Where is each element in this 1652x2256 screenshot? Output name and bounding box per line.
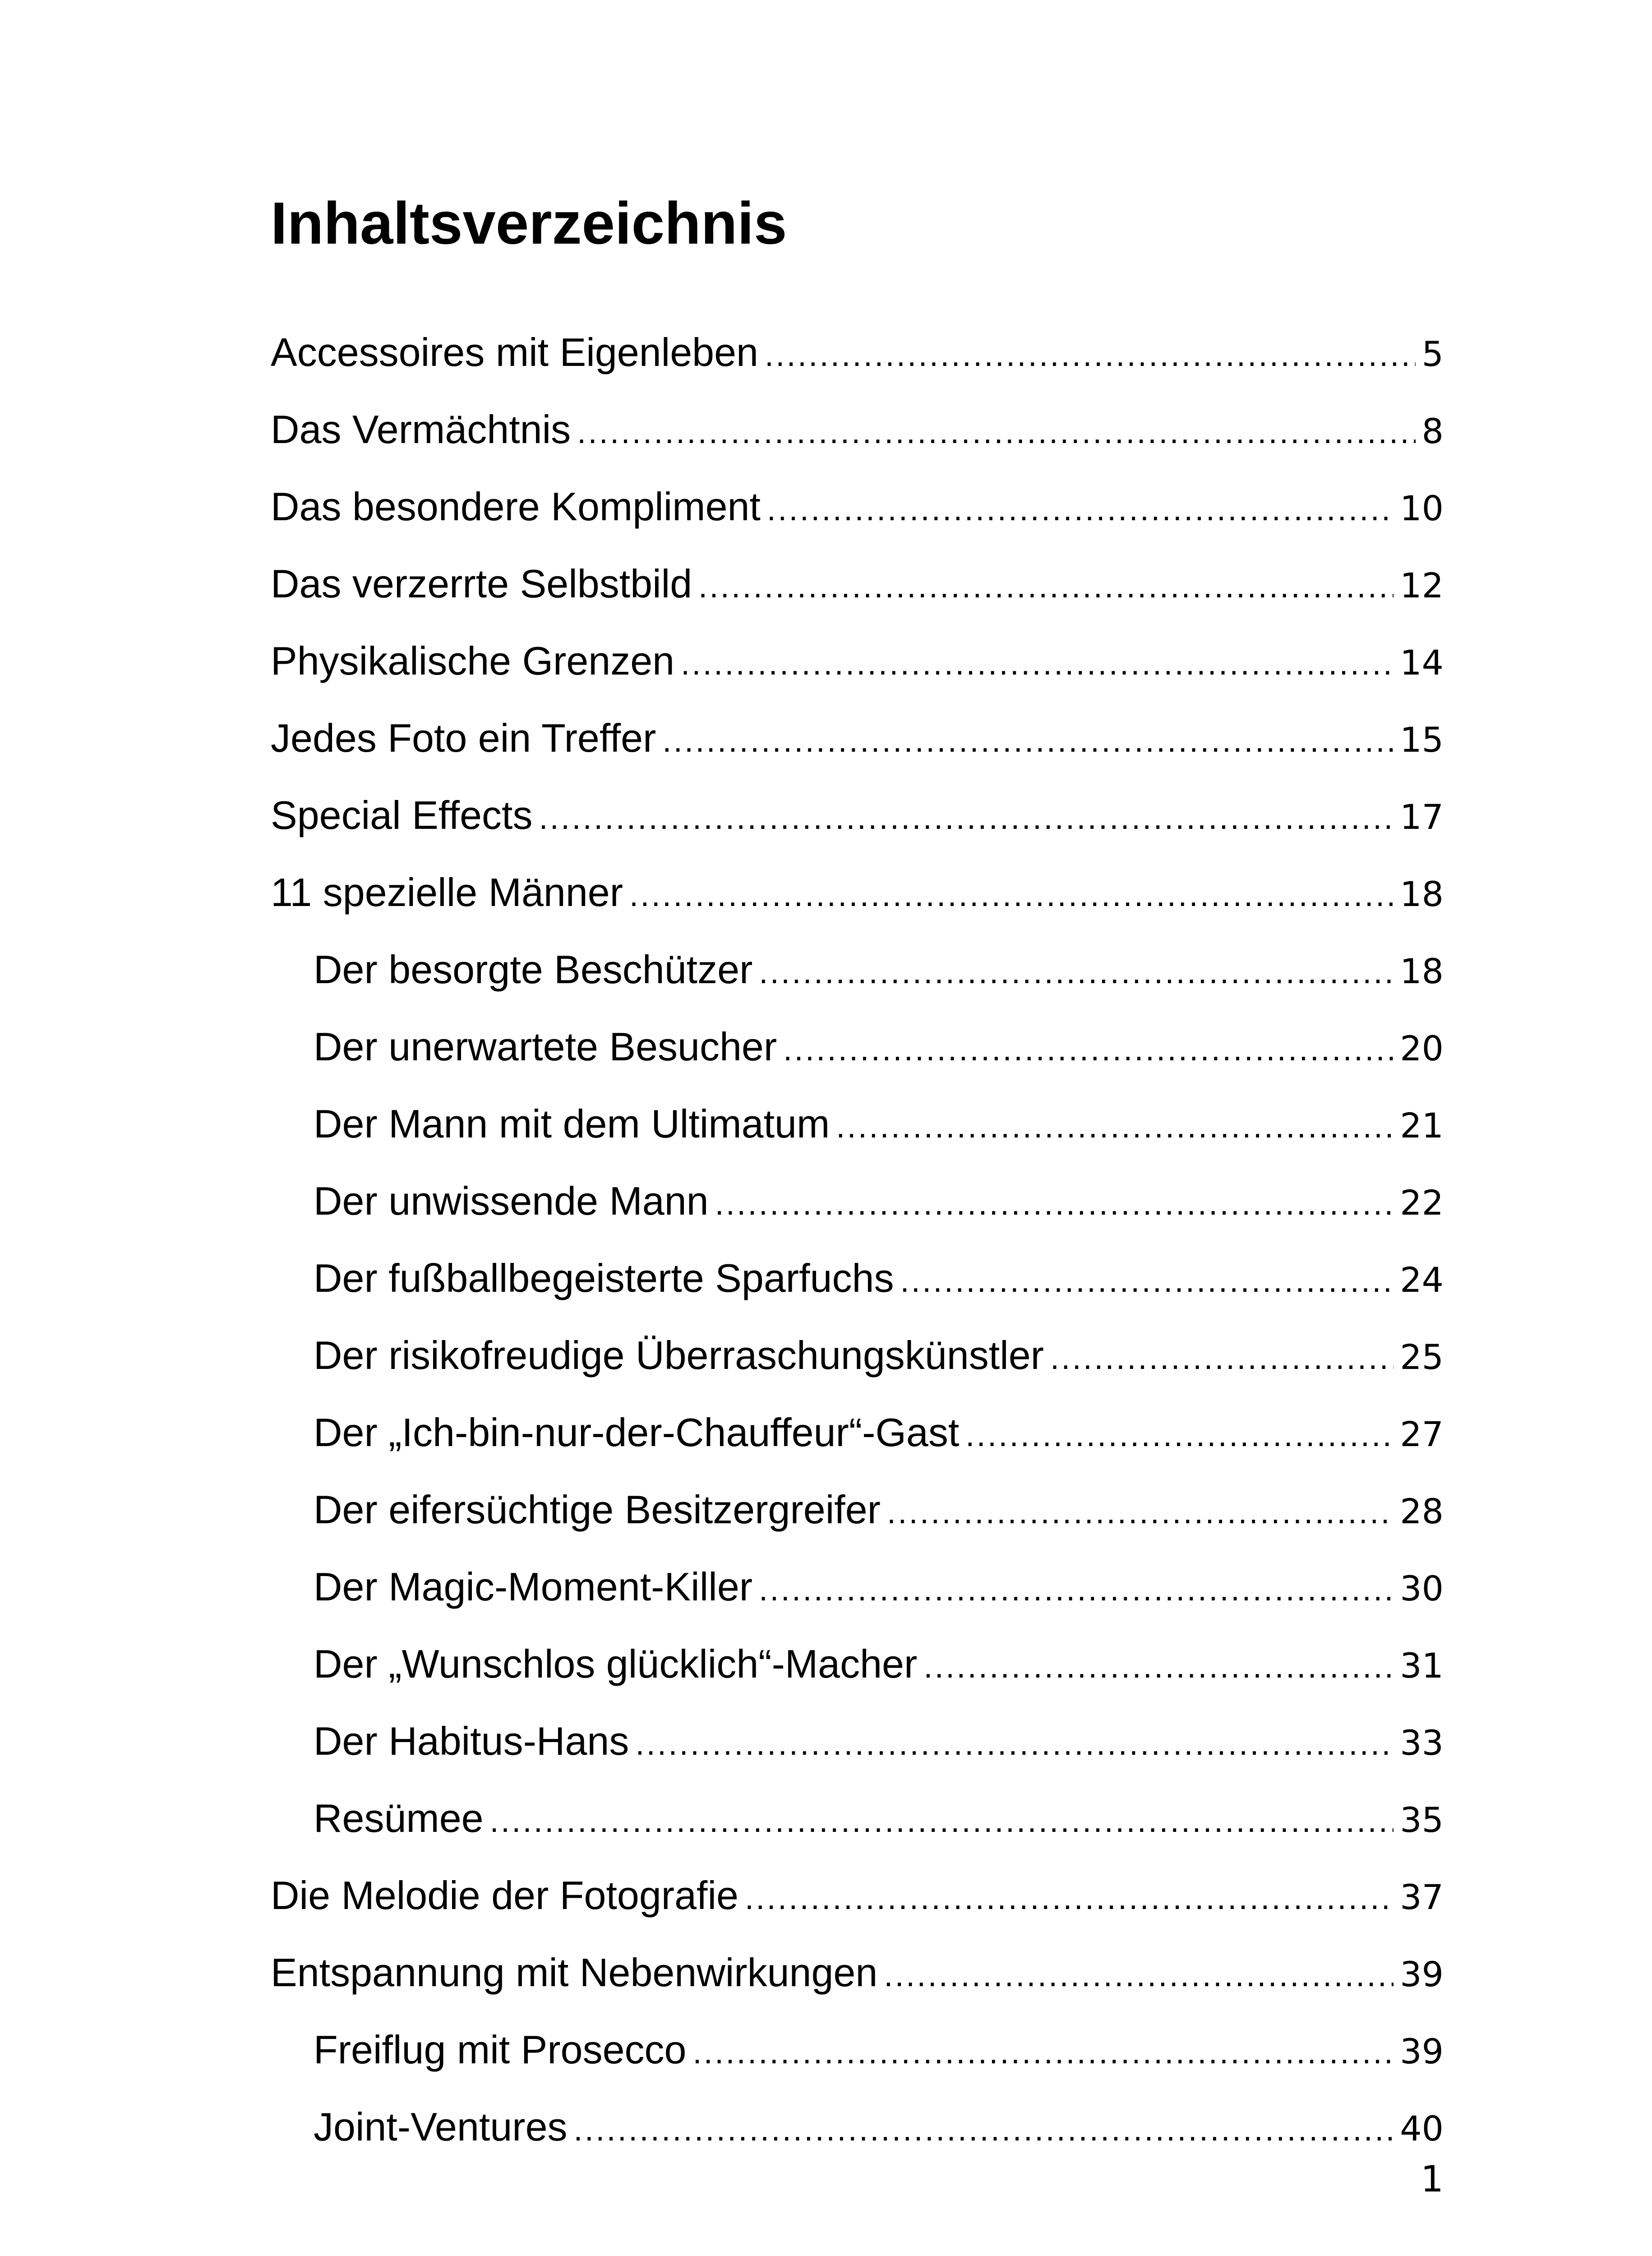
toc-entry-page: 20 bbox=[1400, 1028, 1444, 1068]
toc-entry-title: Das verzerrte Selbstbild bbox=[271, 561, 692, 606]
dot-leader bbox=[759, 1551, 1394, 1628]
toc-entry-title: Jedes Foto ein Treffer bbox=[271, 716, 656, 760]
toc-entry-page: 25 bbox=[1400, 1337, 1444, 1377]
toc-entry-page: 12 bbox=[1400, 565, 1444, 606]
toc-entry-page: 15 bbox=[1400, 720, 1444, 760]
toc-entry-title: Das besondere Kompliment bbox=[271, 484, 761, 529]
toc-subentry[interactable] bbox=[271, 2011, 1444, 2088]
dot-leader bbox=[900, 1243, 1394, 1320]
toc-entry-page: 33 bbox=[1400, 1723, 1444, 1763]
toc-entry[interactable] bbox=[271, 854, 1444, 931]
dot-leader bbox=[629, 857, 1394, 934]
toc-entry-title: Entspannung mit Nebenwirkungen bbox=[271, 1950, 878, 1995]
dot-leader bbox=[539, 780, 1394, 857]
toc-entry-page: 21 bbox=[1400, 1105, 1444, 1146]
toc-entry-title: Der Habitus-Hans bbox=[314, 1719, 629, 1763]
dot-leader bbox=[765, 317, 1416, 394]
toc-entry-page: 39 bbox=[1400, 1954, 1444, 1994]
dot-leader bbox=[681, 625, 1394, 703]
toc-entry-title: Der eifersüchtige Besitzergreifer bbox=[314, 1487, 881, 1532]
toc-entry[interactable] bbox=[271, 622, 1444, 699]
toc-subentry[interactable] bbox=[271, 1471, 1444, 1548]
toc-subentry[interactable] bbox=[271, 1394, 1444, 1471]
dot-leader bbox=[783, 1011, 1394, 1088]
dot-leader bbox=[577, 394, 1415, 471]
toc-entry-title: Der risikofreudige Überraschungskünstler bbox=[314, 1333, 1044, 1378]
dot-leader bbox=[715, 1165, 1394, 1243]
toc-entry-title: Der unwissende Mann bbox=[314, 1179, 709, 1223]
toc-entry-title: Der Mann mit dem Ultimatum bbox=[314, 1101, 830, 1146]
dot-leader bbox=[574, 2091, 1394, 2168]
toc-entry-page: 40 bbox=[1400, 2108, 1444, 2149]
toc-entry-page: 28 bbox=[1400, 1491, 1444, 1531]
toc-entry-title: Joint-Ventures bbox=[314, 2104, 568, 2149]
toc-subentry[interactable] bbox=[271, 1625, 1444, 1702]
toc-entry-page: 37 bbox=[1400, 1877, 1444, 1917]
toc-subentry[interactable] bbox=[271, 1085, 1444, 1162]
toc-subentry[interactable] bbox=[271, 1162, 1444, 1239]
dot-leader bbox=[965, 1397, 1394, 1474]
dot-leader bbox=[698, 548, 1394, 625]
page-title: Inhaltsverzeichnis bbox=[271, 190, 787, 256]
toc-entry-page: 10 bbox=[1400, 488, 1444, 528]
toc-entry[interactable] bbox=[271, 699, 1444, 777]
toc-entry-page: 31 bbox=[1400, 1646, 1444, 1686]
dot-leader bbox=[887, 1474, 1394, 1551]
toc-entry-title: Resümee bbox=[314, 1796, 484, 1840]
toc-entry-title: Der Magic-Moment-Killer bbox=[314, 1564, 753, 1609]
toc-entry-title: Special Effects bbox=[271, 793, 533, 837]
dot-leader bbox=[759, 934, 1394, 1011]
toc-subentry[interactable] bbox=[271, 1008, 1444, 1085]
toc-entry-title: Der unerwartete Besucher bbox=[314, 1024, 777, 1069]
toc-entry-page: 27 bbox=[1400, 1414, 1444, 1454]
dot-leader bbox=[745, 1860, 1394, 1937]
dot-leader bbox=[635, 1706, 1394, 1783]
toc-entry-title: Der besorgte Beschützer bbox=[314, 947, 753, 992]
table-of-contents bbox=[271, 314, 1444, 2165]
toc-entry-title: Der „Ich-bin-nur-der-Chauffeur“-Gast bbox=[314, 1410, 960, 1455]
dot-leader bbox=[767, 471, 1394, 548]
toc-entry[interactable] bbox=[271, 1857, 1444, 1934]
page-number: 1 bbox=[1421, 2158, 1444, 2200]
toc-entry-page: 18 bbox=[1400, 874, 1444, 914]
dot-leader bbox=[490, 1783, 1394, 1860]
toc-entry-page: 35 bbox=[1400, 1800, 1444, 1840]
toc-entry-title: Freiflug mit Prosecco bbox=[314, 2027, 687, 2072]
toc-entry-page: 5 bbox=[1421, 334, 1444, 374]
toc-entry[interactable] bbox=[271, 777, 1444, 854]
toc-entry-page: 22 bbox=[1400, 1183, 1444, 1223]
toc-entry-title: Der fußballbegeisterte Sparfuchs bbox=[314, 1256, 894, 1300]
dot-leader bbox=[884, 1937, 1394, 2014]
toc-subentry[interactable] bbox=[271, 2088, 1444, 2165]
toc-subentry[interactable] bbox=[271, 1317, 1444, 1394]
toc-subentry[interactable] bbox=[271, 1780, 1444, 1857]
toc-entry-page: 24 bbox=[1400, 1260, 1444, 1300]
toc-entry-title: Das Vermächtnis bbox=[271, 407, 571, 452]
dot-leader bbox=[1050, 1320, 1394, 1397]
toc-entry[interactable] bbox=[271, 1934, 1444, 2011]
toc-entry-page: 30 bbox=[1400, 1568, 1444, 1609]
toc-entry-page: 18 bbox=[1400, 951, 1444, 991]
toc-entry-title: Die Melodie der Fotografie bbox=[271, 1873, 738, 1918]
toc-entry-title: Der „Wunschlos glücklich“-Macher bbox=[314, 1641, 918, 1686]
dot-leader bbox=[923, 1628, 1394, 1706]
toc-entry[interactable] bbox=[271, 391, 1444, 468]
toc-entry-page: 8 bbox=[1421, 411, 1444, 451]
toc-entry[interactable] bbox=[271, 545, 1444, 622]
dot-leader bbox=[692, 2014, 1394, 2091]
toc-entry[interactable] bbox=[271, 468, 1444, 545]
toc-entry-page: 39 bbox=[1400, 2031, 1444, 2071]
dot-leader bbox=[836, 1088, 1394, 1165]
toc-entry-title: Accessoires mit Eigenleben bbox=[271, 330, 758, 374]
toc-subentry[interactable] bbox=[271, 931, 1444, 1008]
dot-leader bbox=[662, 703, 1394, 780]
toc-entry-title: 11 spezielle Männer bbox=[271, 870, 623, 915]
toc-subentry[interactable] bbox=[271, 1548, 1444, 1625]
toc-entry-page: 17 bbox=[1400, 797, 1444, 837]
toc-entry-title: Physikalische Grenzen bbox=[271, 638, 675, 683]
toc-subentry[interactable] bbox=[271, 1239, 1444, 1317]
toc-entry[interactable] bbox=[271, 314, 1444, 391]
toc-subentry[interactable] bbox=[271, 1702, 1444, 1780]
toc-entry-page: 14 bbox=[1400, 643, 1444, 683]
